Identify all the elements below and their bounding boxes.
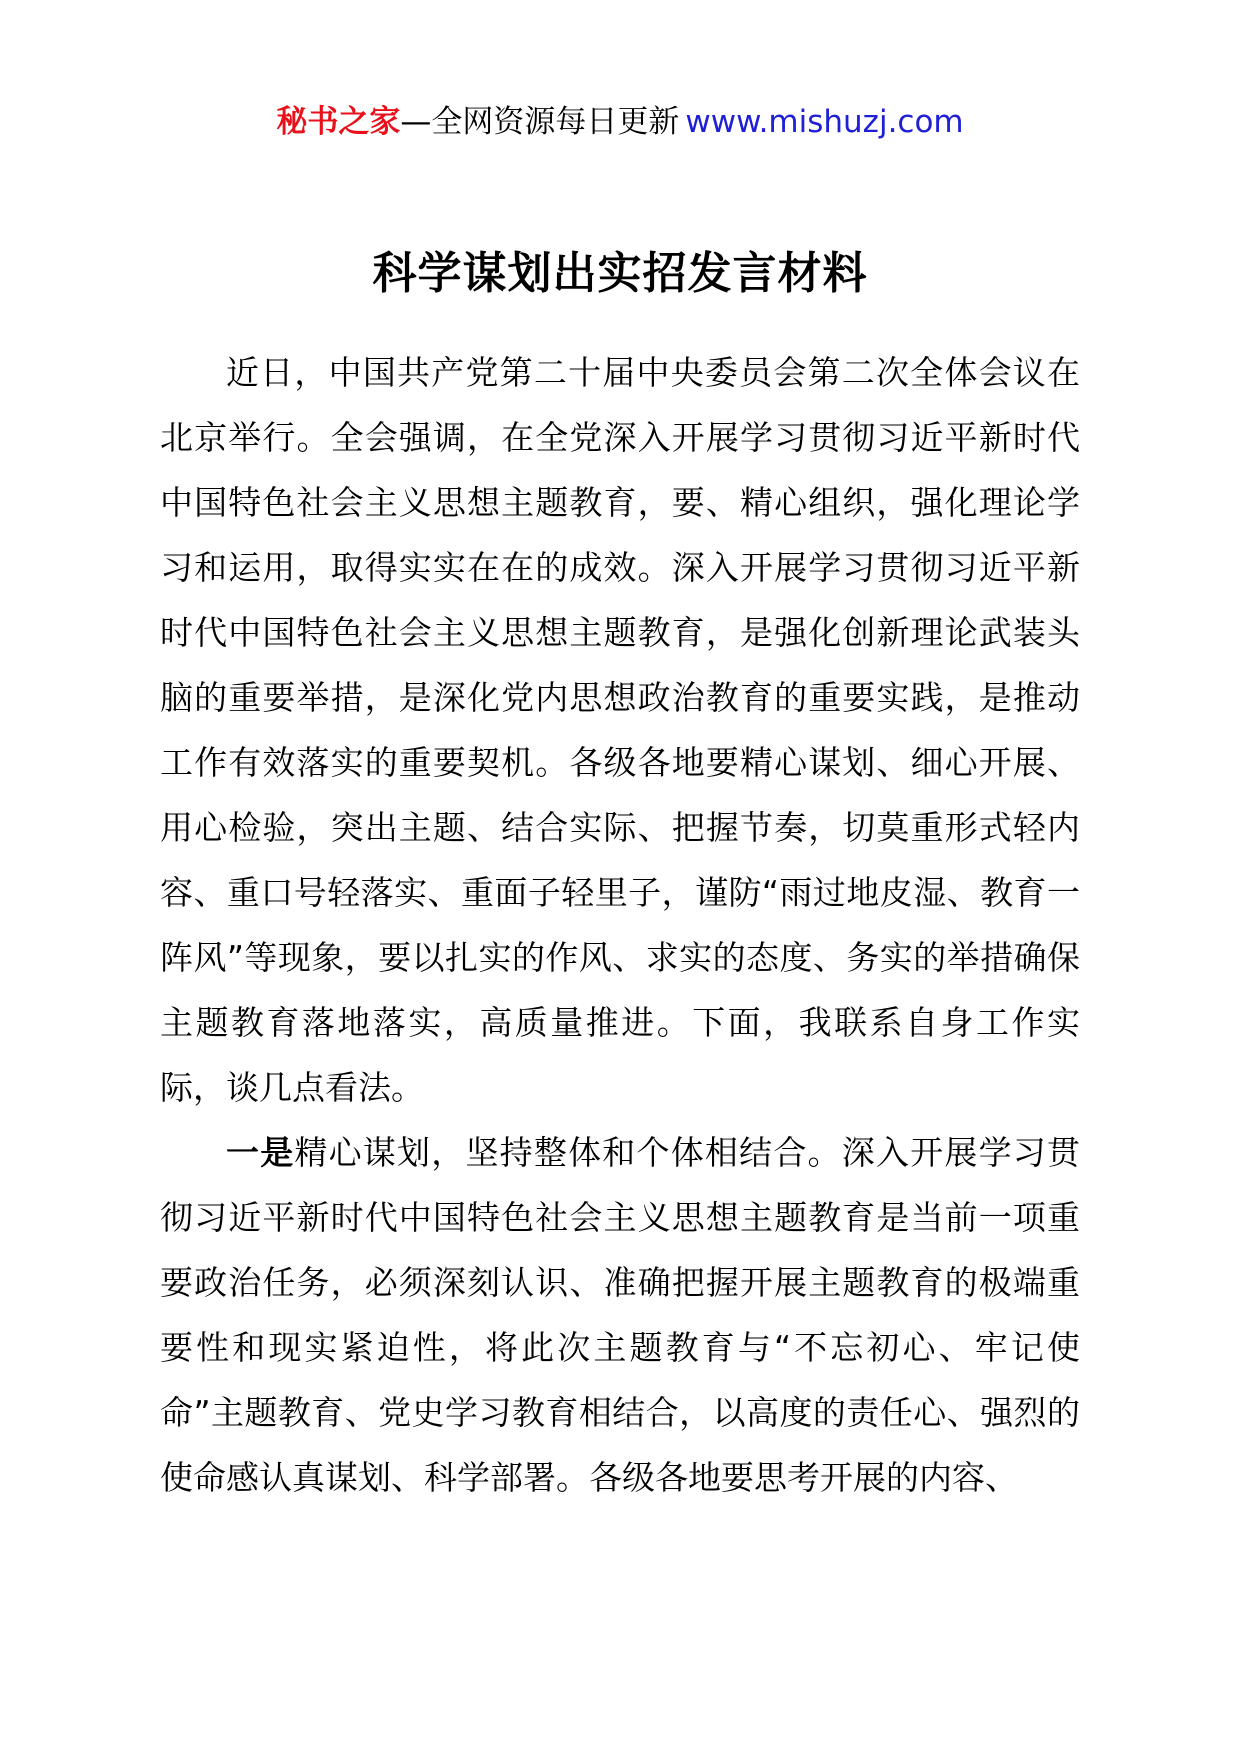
document-body [160,340,1080,1510]
paragraph-intro-text: 近日，中国共产党第二十届中央委员会第二次全体会议在北京举行。全会强调，在全党深入开展学习贯彻习近平新时代中国特色社会主义思想主题教育，要、精心组织，强化理论学习和运用，取得实实在在的成效。深入开展学习贯彻习近平新时代中国特色社会主义思想主题教育，是强化创新理论武装头脑的重要举措，是深化党内思想政治教育的重要实践，是推动工作有效落实的重要契机。各级各地要精心谋划、细心开展、用心检验，突出主题、结合实际、把握节奏，切莫重形式轻内容、重口号轻落实、重面子轻里子，谨防“雨过地皮湿、教育一阵风”等现象，要以扎实的作风、求实的态度、务实的举措确保主题教育落地落实，高质量推进。下面，我联系自身工作实际，谈几点看法。 [160,353,1080,1107]
site-header [0,100,1240,144]
paragraph-point-one-lead: 一是 [226,1133,295,1172]
paragraph-point-one [160,1120,1080,1510]
site-tagline: —全网资源每日更新 [400,104,680,140]
paragraph-intro [160,340,1080,1120]
site-brand: 秘书之家 [276,104,401,140]
paragraph-point-one-text: 精心谋划，坚持整体和个体相结合。深入开展学习贯彻习近平新时代中国特色社会主义思想主题教育是当前一项重要政治任务，必须深刻认识、准确把握开展主题教育的极端重要性和现实紧迫性，将此次主题教育与“不忘初心、牢记使命”主题教育、党史学习教育相结合，以高度的责任心、强烈的使命感认真谋划、科学部署。各级各地要思考开展的内容、 [160,1133,1081,1497]
document-title: 科学谋划出实招发言材料 [372,248,868,299]
site-url-link[interactable]: www.mishuzj.com [685,104,964,140]
